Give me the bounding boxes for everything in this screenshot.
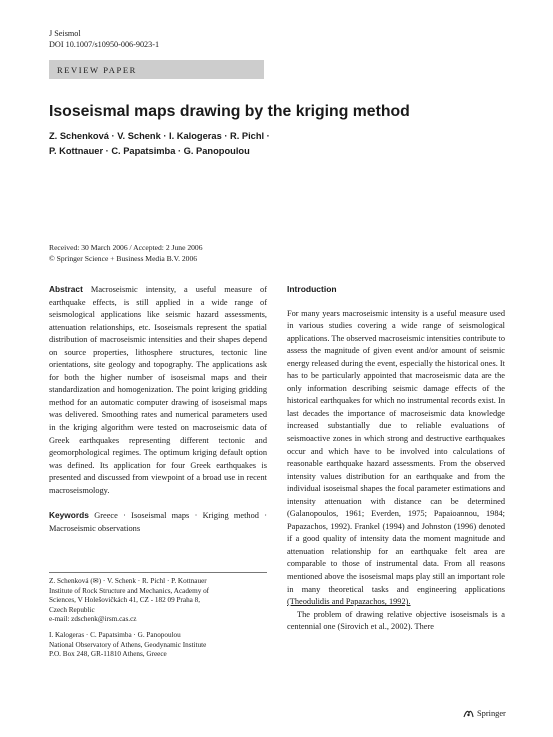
journal-header bbox=[49, 28, 159, 50]
doi: DOI 10.1007/s10950-006-9023-1 bbox=[49, 40, 160, 49]
affiliation-authors: I. Kalogeras · C. Papatsimba · G. Panopoulou bbox=[49, 631, 181, 639]
keywords bbox=[49, 509, 267, 535]
keywords-label: Keywords bbox=[49, 510, 89, 521]
intro-text: For many years macroseismic intensity is a useful measure used in various studies covering a wide range of seismological applications. The observed macroseismic intensities contribute to assess the magnitude of given event and/or amount of seismic energy released during the event, especially the historical ones. It has to be particularly appointed that macroseismic data are the only information describing seismic damage effects of the historical earthquakes for which no instrumental records exist. In last decades the importance of macroseismic data knowledge increased substantially due to reliable evaluations of seismoactive zones in which strong and destructive earthquakes occur and which have to be involved into calculations of reasonable earthquake hazard assessments. From the observed intensity values distribution for an earthquake and from the individual isoseismal shapes the focal parameter estimations and intensity attenuation with distance can be determined (Galanopoulos, 1961; Everden, 1975; Papaioannou, 1984; Papazachos, 1992). Frankel (1994) and Johnston (1996) denoted if a good quality of intensity data the moment magnitude and attenuation relationship for an earthquake felt area are comparable to those of instrumental data. From all reasons mentioned above the isoseismal maps play still an important role in many theoretical tasks and engineering applications bbox=[287, 308, 505, 594]
abstract-text: Macroseismic intensity, a useful measure of earthquake effects, is still applied in a wide range of seismological applications like seismic hazard assessments, attenuation relationships, etc. Isoseismals represent the spatial distribution of macroseismic intensities and their shapes depend on source properties, lithosphere structures, tectonic line orientations, site geology and topography. The applications ask for both the higher number of isoseismal maps and their standardization and homogenization. The point kriging gridding method for an automatic computer drawing of isoseismal maps was delivered. Smoothing rates and numerical parameters used in the kriging algorithm were tested on macroseismic data of Greek earthquakes representing different tectonic and geomorphological regimes. The optimum kriging default option was defined. Its application for four Greek earthquakes is presented and discussed from viewpoint of a broad use in recent macroseismology. bbox=[49, 285, 268, 495]
affiliation-line: National Observatory of Athens, Geodynamic Institute bbox=[49, 640, 207, 649]
affiliation-line: P.O. Box 248, GR-11810 Athens, Greece bbox=[49, 650, 167, 659]
author-line: P. Kottnauer · C. Papatsimba · G. Panopoulou bbox=[49, 146, 250, 156]
affiliation-czech bbox=[49, 577, 274, 625]
left-column bbox=[49, 283, 267, 535]
keywords-text: Greece · Isoseismal maps · Kriging method · Macroseismic observations bbox=[49, 511, 267, 533]
article-type-banner bbox=[49, 60, 264, 79]
author-line: Z. Schenková · V. Schenk · I. Kalogeras · R. Pichl · bbox=[49, 131, 270, 141]
footnote-rule bbox=[49, 572, 267, 573]
paper-title: Isoseismal maps drawing by the kriging method bbox=[49, 103, 410, 120]
affiliation-authors: Z. Schenková (✉) · V. Schenk · R. Pichl · P. Kottnauer bbox=[49, 577, 207, 585]
author-list bbox=[49, 129, 279, 159]
copyright: © Springer Science + Business Media B.V. 2006 bbox=[49, 253, 198, 263]
section-heading-introduction: Introduction bbox=[287, 284, 337, 294]
citation-link[interactable]: (Theodulidis and Papazachos, 1992). bbox=[287, 597, 411, 607]
article-type-label: REVIEW PAPER bbox=[57, 65, 137, 75]
publisher-footer bbox=[463, 709, 506, 718]
intro-paragraph-2: The problem of drawing relative objective isoseismals is a centennial one (Sirovich et al., 2002). There bbox=[287, 609, 505, 632]
abstract bbox=[49, 283, 267, 497]
contact-email: e-mail: zdschenk@irsm.cas.cz bbox=[49, 615, 137, 624]
affiliation-line: Institute of Rock Structure and Mechanics, Academy of bbox=[49, 586, 210, 595]
right-column bbox=[287, 283, 505, 634]
publisher-name: Springer bbox=[477, 709, 506, 718]
affiliation-line: Czech Republic bbox=[49, 605, 95, 614]
springer-logo-icon bbox=[463, 709, 474, 718]
received-accepted: Received: 30 March 2006 / Accepted: 2 June 2006 bbox=[49, 243, 203, 252]
publication-dates bbox=[49, 243, 203, 264]
affiliation-greece bbox=[49, 631, 274, 660]
journal-name: J Seismol bbox=[49, 29, 81, 38]
intro-paragraph bbox=[287, 308, 505, 609]
abstract-label: Abstract bbox=[49, 284, 83, 294]
affiliation-line: Sciences, V Holešovičkách 41, CZ - 182 09 Praha 8, bbox=[49, 596, 201, 605]
